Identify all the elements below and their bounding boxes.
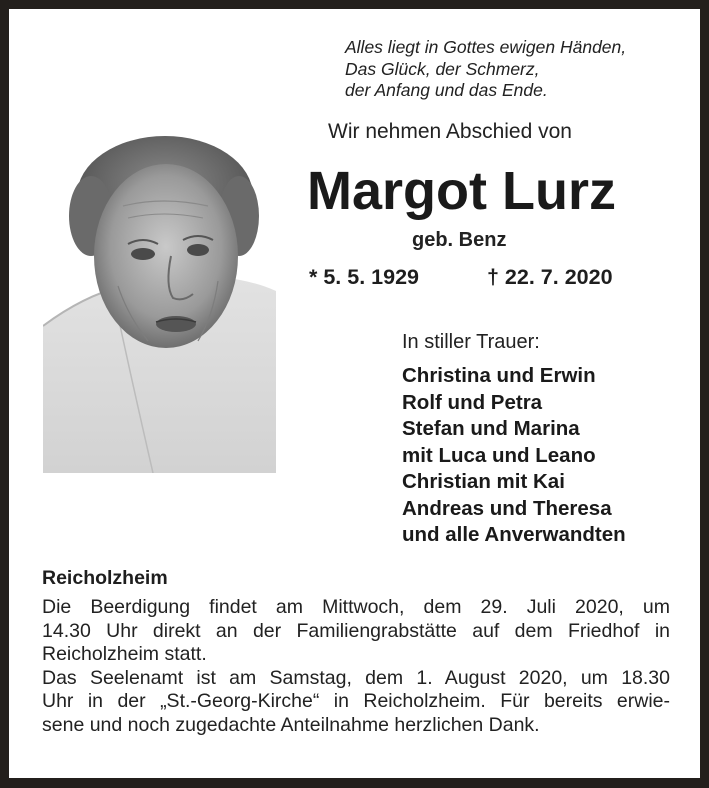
funeral-announcement [42,596,670,737]
announcement-line: Die Beerdigung findet am Mittwoch, dem 29. Juli 2020, um [42,596,670,618]
quote-line: Alles liegt in Gottes ewigen Händen, [345,37,627,57]
announcement-line: Das Seelenamt ist am Samstag, dem 1. August 2020, um 18.30 [42,666,670,689]
quote-line: der Anfang und das Ende. [345,80,548,100]
announcement-line: Uhr in der „St.-Georg-Kirche“ in Reicholzheim. Für bereits erwie- [42,690,670,712]
announcement-line: 14.30 Uhr direkt an der Familiengrabstätte auf dem Friedhof in [42,619,670,642]
announcement-line: sene und noch zugedachte Anteilnahme herzlichen Dank. [42,713,540,736]
mourner-line: und alle Anverwandten [402,523,626,546]
memorial-quote [345,37,626,102]
mourner-line: Rolf und Petra [402,390,543,414]
mourner-line: mit Luca und Leano [402,443,596,467]
portrait-photo [43,126,276,473]
mourning-label: In stiller Trauer: [402,331,540,353]
announcement-line: Reicholzheim statt. [42,643,207,665]
farewell-intro: Wir nehmen Abschied von [328,120,572,143]
frame-inner [690,18,691,768]
mourner-line: Andreas und Theresa [402,496,612,520]
mourner-line: Christina und Erwin [402,364,596,387]
quote-line: Das Glück, der Schmerz, [345,58,540,79]
portrait-photo-icon [43,126,276,473]
death-date: † 22. 7. 2020 [487,265,613,289]
birth-date: * 5. 5. 1929 [309,265,419,289]
mourners-block [402,331,626,549]
mourner-line: Christian mit Kai [402,470,565,493]
birth-name: geb. Benz [412,229,507,251]
deceased-name: Margot Lurz [307,161,616,221]
mourner-line: Stefan und Marina [402,417,580,440]
place-heading: Reicholzheim [42,567,168,589]
